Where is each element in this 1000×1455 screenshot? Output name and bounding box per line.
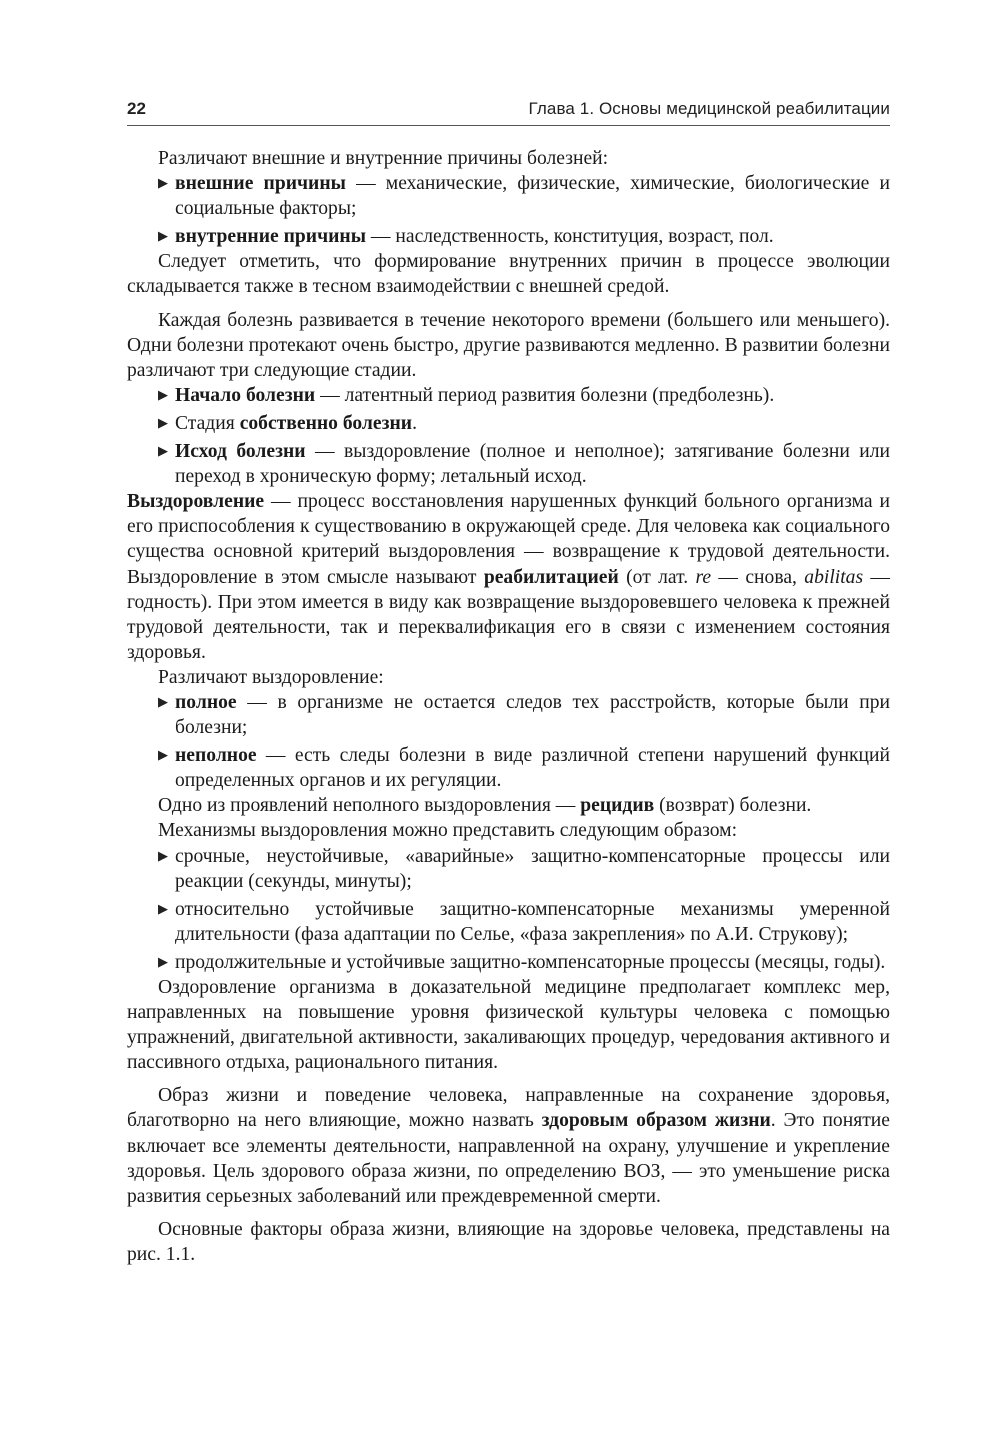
item-text: — в организме не остается следов тех расстройств, которые были при болезни; (175, 691, 890, 739)
list-item (127, 439, 890, 489)
list-recovery-types (127, 690, 890, 793)
bullet-triangle-icon: ▶ (158, 444, 168, 460)
paragraph-stages-intro: Каждая болезнь развивается в течение некоторого времени (большего или меньшего). Одни болезни протекают очень быстро, другие развиваются медленно. В развитии болезни различают три следующие стадии. (127, 309, 890, 381)
list-item (127, 171, 890, 221)
chapter-title: Глава 1. Основы медицинской реабилитации (528, 99, 890, 118)
bullet-triangle-icon: ▶ (158, 387, 168, 403)
bullet-triangle-icon: ▶ (158, 415, 168, 431)
bullet-triangle-icon: ▶ (158, 748, 168, 764)
item-text: — есть следы болезни в виде различной степени нарушений функций определенных органов и их регуляции. (175, 745, 890, 792)
list-item (127, 897, 890, 947)
bullet-triangle-icon: ▶ (158, 848, 168, 864)
list-item (127, 743, 890, 793)
term: неполное (175, 745, 257, 767)
item-text: — наследственность, конституция, возраст, пол. (366, 226, 774, 248)
item-text: — латентный период развития болезни (предболезнь). (315, 384, 775, 406)
text: — годность). При этом имеется в виду как возвращение выздоровевшего человека к прежней трудовой деятельности, так и переквалификация его в связи с изменением состояния здоровья. (127, 566, 891, 663)
item-prefix: Стадия (175, 412, 240, 434)
paragraph-relapse (127, 793, 890, 818)
list-causes (127, 171, 890, 249)
bullet-triangle-icon: ▶ (158, 229, 168, 245)
text: Образ жизни и поведение человека, направленные на сохранение здоровья, благотворно на него влияющие, можно назвать (127, 1085, 890, 1132)
text: . Это понятие включает все элементы деятельности, направленной на охрану, улучшение и укрепление здоровья. Цель здорового образа жизни, по определению ВОЗ, — это уменьшение риска развития серьезных заболеваний или преждевременной смерти. (127, 1110, 890, 1207)
list-stages (127, 383, 890, 489)
term: Исход болезни (175, 441, 306, 463)
term: собственно болезни (239, 412, 413, 434)
list-item (127, 844, 890, 894)
text: (возврат) болезни. (654, 795, 812, 817)
paragraph-recovery-definition (127, 489, 890, 665)
paragraph-healthy-lifestyle (127, 1083, 890, 1208)
item-text: продолжительные и устойчивые защитно-компенсаторные процессы (месяцы, годы). (175, 951, 886, 973)
item-text: . (412, 412, 417, 434)
page-number: 22 (127, 99, 146, 118)
list-item (127, 950, 890, 975)
item-text: — выздоровление (полное и неполное); затягивание болезни или переход в хроническую форму; летальный исход. (175, 441, 890, 488)
bullet-triangle-icon: ▶ (158, 954, 168, 970)
paragraph-causes-intro: Различают внешние и внутренние причины болезней: (158, 148, 609, 169)
paragraph-health-improvement: Оздоровление организма в доказательной медицине предполагает комплекс мер, направленных на повышение уровня физической культуры человека с помощью упражнений, двигательной активности, закаливающих процедур, чередования активного и пассивного отдыха, рационального питания. (127, 977, 890, 1074)
term: Выздоровление (127, 491, 265, 513)
text: (от лат. (618, 566, 696, 588)
paragraph-mechanisms-intro: Механизмы выздоровления можно представить следующим образом: (158, 820, 738, 842)
term: реабилитацией (483, 566, 619, 588)
term: полное (175, 691, 237, 713)
bullet-triangle-icon: ▶ (158, 176, 168, 192)
item-text: срочные, неустойчивые, «аварийные» защитно-компенсаторные процессы или реакции (секунды, минуты); (175, 845, 890, 892)
paragraph-lifestyle-factors: Основные факторы образа жизни, влияющие на здоровье человека, представлены на рис. 1.1. (127, 1218, 890, 1265)
term: здоровым образом жизни (541, 1110, 771, 1132)
term: внутренние причины (175, 226, 366, 248)
running-header (127, 96, 890, 126)
latin-term: abilitas (804, 566, 864, 588)
list-mechanisms (127, 844, 890, 975)
item-text: относительно устойчивые защитно-компенсаторные механизмы умеренной длительности (фаза адаптации по Селье, «фаза закрепления» по А.И. Струкову); (175, 898, 890, 945)
term: рецидив (580, 795, 655, 817)
paragraph-recovery-types-intro: Различают выздоровление: (158, 666, 384, 688)
list-item (127, 411, 890, 436)
list-item (127, 690, 890, 740)
paragraph-evolution: Следует отметить, что формирование внутренних причин в процессе эволюции складывается также в тесном взаимодействии с внешней средой. (127, 251, 890, 298)
latin-term: re (695, 566, 712, 588)
text: — снова, (711, 566, 805, 588)
book-page (127, 96, 890, 1267)
list-item (127, 383, 890, 408)
item-text: — механические, физические, химические, биологические и социальные факторы; (175, 173, 891, 220)
term: Начало болезни (175, 384, 316, 406)
text: Одно из проявлений неполного выздоровления — (158, 795, 581, 817)
list-item (127, 224, 890, 249)
term: внешние причины (175, 173, 346, 195)
text: — процесс восстановления нарушенных функций больного организма и его приспособления к существованию в окружающей среде. Для человека как социального существа основной критерий выздоровления — возвращение к трудовой деятельности. Выздоровление в этом смысле называют (127, 491, 890, 588)
bullet-triangle-icon: ▶ (158, 694, 168, 710)
bullet-triangle-icon: ▶ (158, 901, 168, 917)
page-body (127, 146, 890, 1267)
